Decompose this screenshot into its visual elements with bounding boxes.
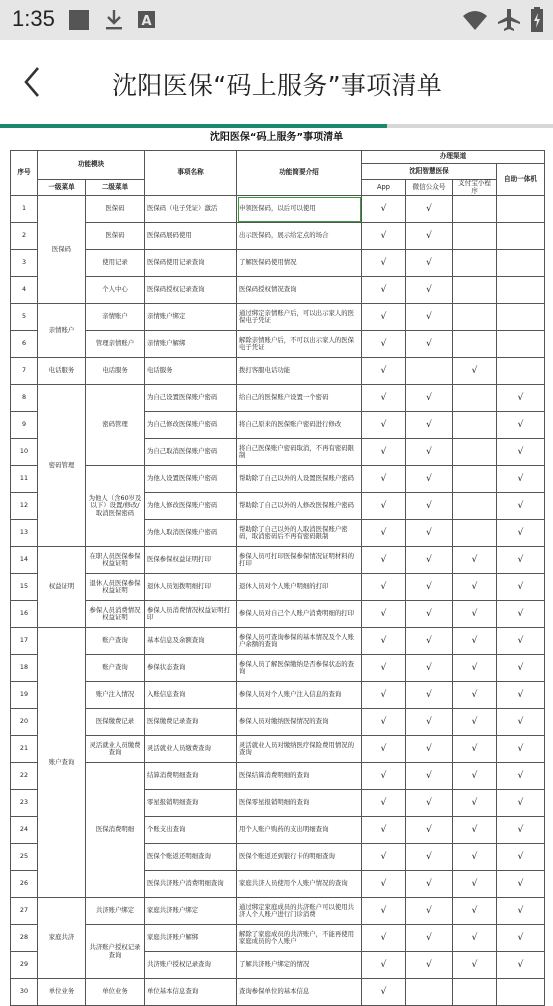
row-number: 30 bbox=[11, 979, 38, 1006]
header-app: App bbox=[362, 180, 406, 196]
level1-menu-cell: 电话服务 bbox=[38, 358, 86, 385]
check-cell-ali: √ bbox=[453, 682, 497, 709]
check-cell-ali: √ bbox=[453, 547, 497, 574]
check-cell-app: √ bbox=[362, 520, 406, 547]
intro-cell: 医保结算消费明细的查询 bbox=[237, 763, 362, 790]
check-cell-app: √ bbox=[362, 466, 406, 493]
check-cell-kiosk: √ bbox=[497, 520, 545, 547]
svg-text:A: A bbox=[141, 14, 152, 29]
intro-cell: 参保人员可查询参保的基本情况及个人账户余额的查询 bbox=[237, 628, 362, 655]
item-name-cell: 医保参保权益证明打印 bbox=[145, 547, 237, 574]
check-cell-ali: √ bbox=[453, 871, 497, 898]
header-level1: 一级菜单 bbox=[38, 180, 86, 196]
check-cell-kiosk: √ bbox=[497, 601, 545, 628]
row-number: 9 bbox=[11, 412, 38, 439]
table-row bbox=[11, 628, 545, 655]
item-name-cell: 医保个账返还明细查询 bbox=[145, 844, 237, 871]
intro-cell: 帮助除了自己以外的人取消医保账户密码，取消密码后不再有密码限制 bbox=[237, 520, 362, 547]
level2-menu-cell: 电话服务 bbox=[86, 358, 145, 385]
level2-menu-cell: 亲情账户 bbox=[86, 304, 145, 331]
level2-menu-cell: 密码管理 bbox=[86, 385, 145, 466]
row-number: 22 bbox=[11, 763, 38, 790]
check-cell-app: √ bbox=[362, 250, 406, 277]
check-cell-ali bbox=[453, 493, 497, 520]
item-name-cell: 零星报销明细查询 bbox=[145, 790, 237, 817]
item-name-cell: 家庭共济账户解绑 bbox=[145, 925, 237, 952]
level2-menu-cell: 医保码 bbox=[86, 223, 145, 250]
item-name-cell: 医保码（电子凭证）激活 bbox=[145, 196, 237, 223]
check-cell-wx: √ bbox=[406, 952, 453, 979]
intro-cell: 帮助除了自己以外的人设置医保账户密码 bbox=[237, 466, 362, 493]
check-cell-kiosk: √ bbox=[497, 682, 545, 709]
item-name-cell: 医保共济账户消费明细查询 bbox=[145, 871, 237, 898]
item-name-cell: 共济账户授权记录查询 bbox=[145, 952, 237, 979]
intro-cell: 参保人员了解医保缴纳是否参保状态的查询 bbox=[237, 655, 362, 682]
check-cell-ali: √ bbox=[453, 817, 497, 844]
check-cell-kiosk: √ bbox=[497, 439, 545, 466]
check-cell-kiosk: √ bbox=[497, 574, 545, 601]
level1-menu-cell: 密码管理 bbox=[38, 385, 86, 547]
row-number: 6 bbox=[11, 331, 38, 358]
intro-cell: 参保人员对自己个人账户消费明细的打印 bbox=[237, 601, 362, 628]
check-cell-wx: √ bbox=[406, 817, 453, 844]
check-cell-kiosk bbox=[497, 223, 545, 250]
level1-menu-cell: 医保码 bbox=[38, 196, 86, 304]
item-name-cell: 个账支出查询 bbox=[145, 817, 237, 844]
check-cell-app: √ bbox=[362, 979, 406, 1006]
item-name-cell: 为他人取消医保账户密码 bbox=[145, 520, 237, 547]
check-cell-app: √ bbox=[362, 844, 406, 871]
row-number: 23 bbox=[11, 790, 38, 817]
item-name-cell: 家庭共济账户绑定 bbox=[145, 898, 237, 925]
intro-cell: 通过绑定家庭成员的共济账户可以使用共济人个人账户进行门诊消费 bbox=[237, 898, 362, 925]
check-cell-app: √ bbox=[362, 790, 406, 817]
check-cell-wx: √ bbox=[406, 871, 453, 898]
row-number: 10 bbox=[11, 439, 38, 466]
intro-cell: 家庭共济人员使用个人账户情况的查询 bbox=[237, 871, 362, 898]
intro-cell: 拨打客服电话功能 bbox=[237, 358, 362, 385]
check-cell-wx: √ bbox=[406, 196, 453, 223]
table-row bbox=[11, 925, 545, 952]
table-row bbox=[11, 601, 545, 628]
item-name-cell: 医保码使用记录查询 bbox=[145, 250, 237, 277]
row-number: 1 bbox=[11, 196, 38, 223]
check-cell-kiosk: √ bbox=[497, 493, 545, 520]
header-module: 功能模块 bbox=[38, 151, 145, 180]
check-cell-app: √ bbox=[362, 412, 406, 439]
intro-cell: 给自己的医保账户设置一个密码 bbox=[237, 385, 362, 412]
check-cell-kiosk: √ bbox=[497, 385, 545, 412]
check-cell-wx bbox=[406, 358, 453, 385]
level2-menu-cell: 医保码 bbox=[86, 196, 145, 223]
check-cell-wx: √ bbox=[406, 709, 453, 736]
check-cell-ali: √ bbox=[453, 655, 497, 682]
check-cell-app: √ bbox=[362, 709, 406, 736]
check-cell-kiosk: √ bbox=[497, 925, 545, 952]
service-list-table bbox=[10, 150, 545, 1006]
row-number: 5 bbox=[11, 304, 38, 331]
check-cell-wx: √ bbox=[406, 763, 453, 790]
row-number: 24 bbox=[11, 817, 38, 844]
intro-cell: 灵活就业人员对缴纳医疗保险费用情况的查询 bbox=[237, 736, 362, 763]
header-kiosk: 自助一体机 bbox=[497, 164, 545, 196]
page-title: 沈阳医保“码上服务”事项清单 bbox=[112, 71, 443, 100]
check-cell-kiosk bbox=[497, 331, 545, 358]
intro-cell: 医保码授权情况查询 bbox=[237, 277, 362, 304]
item-name-cell: 单位基本信息查询 bbox=[145, 979, 237, 1006]
item-name-cell: 入账信息查询 bbox=[145, 682, 237, 709]
table-row bbox=[11, 763, 545, 790]
check-cell-ali: √ bbox=[453, 628, 497, 655]
check-cell-ali: √ bbox=[453, 925, 497, 952]
level2-menu-cell: 账户注入情况 bbox=[86, 682, 145, 709]
intro-cell: 解除亲情账户后，不可以出示家人的医保电子凭证 bbox=[237, 331, 362, 358]
row-number: 13 bbox=[11, 520, 38, 547]
header-seq: 序号 bbox=[11, 151, 38, 196]
level1-menu-cell: 单位业务 bbox=[38, 979, 86, 1006]
item-name-cell: 医保缴费记录查询 bbox=[145, 709, 237, 736]
table-row bbox=[11, 574, 545, 601]
intro-cell: 了解医保码使用情况 bbox=[237, 250, 362, 277]
row-number: 3 bbox=[11, 250, 38, 277]
table-row bbox=[11, 196, 545, 223]
row-number: 26 bbox=[11, 871, 38, 898]
check-cell-ali bbox=[453, 223, 497, 250]
table-row bbox=[11, 250, 545, 277]
check-cell-ali: √ bbox=[453, 574, 497, 601]
intro-cell: 申领医保码，以后可以使用 bbox=[237, 196, 362, 223]
check-cell-wx: √ bbox=[406, 628, 453, 655]
check-cell-ali: √ bbox=[453, 601, 497, 628]
item-name-cell: 亲情账户解绑 bbox=[145, 331, 237, 358]
check-cell-wx: √ bbox=[406, 790, 453, 817]
check-cell-ali bbox=[453, 250, 497, 277]
check-cell-wx: √ bbox=[406, 655, 453, 682]
check-cell-app: √ bbox=[362, 817, 406, 844]
check-cell-kiosk: √ bbox=[497, 547, 545, 574]
level2-menu-cell: 医保消费明细 bbox=[86, 763, 145, 898]
check-cell-ali bbox=[453, 979, 497, 1006]
table-row bbox=[11, 898, 545, 925]
row-number: 7 bbox=[11, 358, 38, 385]
check-cell-app: √ bbox=[362, 304, 406, 331]
item-name-cell: 为自己设置医保账户密码 bbox=[145, 385, 237, 412]
level1-menu-cell: 权益证明 bbox=[38, 547, 86, 628]
check-cell-app: √ bbox=[362, 871, 406, 898]
table-row bbox=[11, 466, 545, 493]
check-cell-wx: √ bbox=[406, 466, 453, 493]
level2-menu-cell: 使用记录 bbox=[86, 250, 145, 277]
header-level2: 二级菜单 bbox=[86, 180, 145, 196]
table-row bbox=[11, 736, 545, 763]
check-cell-app: √ bbox=[362, 196, 406, 223]
check-cell-wx: √ bbox=[406, 277, 453, 304]
check-cell-wx: √ bbox=[406, 736, 453, 763]
battery-charging-icon bbox=[530, 6, 544, 34]
check-cell-wx: √ bbox=[406, 574, 453, 601]
check-cell-app: √ bbox=[362, 574, 406, 601]
wifi-icon bbox=[462, 9, 488, 31]
check-cell-app: √ bbox=[362, 385, 406, 412]
check-cell-app: √ bbox=[362, 223, 406, 250]
table-row bbox=[11, 331, 545, 358]
check-cell-kiosk bbox=[497, 277, 545, 304]
item-name-cell: 为自己取消医保账户密码 bbox=[145, 439, 237, 466]
check-cell-kiosk: √ bbox=[497, 466, 545, 493]
level2-menu-cell: 医保缴费记录 bbox=[86, 709, 145, 736]
level2-menu-cell: 在职人员医保参保权益证明 bbox=[86, 547, 145, 574]
row-number: 15 bbox=[11, 574, 38, 601]
check-cell-ali: √ bbox=[453, 952, 497, 979]
check-cell-kiosk: √ bbox=[497, 898, 545, 925]
level2-menu-cell: 共济账户绑定 bbox=[86, 898, 145, 925]
row-number: 29 bbox=[11, 952, 38, 979]
check-cell-kiosk: √ bbox=[497, 790, 545, 817]
level2-menu-cell: 灵活就业人员缴费查询 bbox=[86, 736, 145, 763]
check-cell-app: √ bbox=[362, 493, 406, 520]
header-channel: 办理渠道 bbox=[362, 151, 545, 164]
intro-cell: 通过绑定亲情账户后，可以出示家人的医保电子凭证 bbox=[237, 304, 362, 331]
intro-cell: 帮助除了自己以外的人修改医保账户密码 bbox=[237, 493, 362, 520]
level1-menu-cell: 亲情账户 bbox=[38, 304, 86, 358]
check-cell-app: √ bbox=[362, 439, 406, 466]
row-number: 12 bbox=[11, 493, 38, 520]
check-cell-wx: √ bbox=[406, 493, 453, 520]
intro-cell: 医保个账返还到银行卡的明细查询 bbox=[237, 844, 362, 871]
intro-cell: 用个人账户购药的支出明细查询 bbox=[237, 817, 362, 844]
item-name-cell: 灵活就业人员缴费查询 bbox=[145, 736, 237, 763]
item-name-cell: 电话服务 bbox=[145, 358, 237, 385]
level1-menu-cell: 账户查询 bbox=[38, 628, 86, 898]
check-cell-app: √ bbox=[362, 763, 406, 790]
check-cell-wx: √ bbox=[406, 520, 453, 547]
check-cell-wx: √ bbox=[406, 844, 453, 871]
check-cell-ali bbox=[453, 196, 497, 223]
row-number: 18 bbox=[11, 655, 38, 682]
check-cell-ali bbox=[453, 439, 497, 466]
check-cell-ali bbox=[453, 385, 497, 412]
table-row bbox=[11, 277, 545, 304]
check-cell-wx bbox=[406, 979, 453, 1006]
check-cell-kiosk: √ bbox=[497, 655, 545, 682]
check-cell-kiosk: √ bbox=[497, 628, 545, 655]
check-cell-kiosk: √ bbox=[497, 844, 545, 871]
intro-cell: 参保人员可打印医保参保情况证明材料的打印 bbox=[237, 547, 362, 574]
level2-menu-cell: 个人中心 bbox=[86, 277, 145, 304]
check-cell-kiosk: √ bbox=[497, 736, 545, 763]
check-cell-app: √ bbox=[362, 277, 406, 304]
status-time: 1:35 bbox=[12, 6, 55, 31]
level2-menu-cell: 管理亲情账户 bbox=[86, 331, 145, 358]
item-name-cell: 结算消费明细查询 bbox=[145, 763, 237, 790]
header-wechat: 微信公众号 bbox=[406, 180, 453, 196]
row-number: 17 bbox=[11, 628, 38, 655]
app-bar bbox=[0, 40, 553, 124]
check-cell-wx: √ bbox=[406, 601, 453, 628]
item-name-cell: 为他人修改医保账户密码 bbox=[145, 493, 237, 520]
intro-cell: 退休人员对个人账户明细的打印 bbox=[237, 574, 362, 601]
check-cell-wx: √ bbox=[406, 439, 453, 466]
item-name-cell: 参保状态查询 bbox=[145, 655, 237, 682]
item-name-cell: 医保码展码使用 bbox=[145, 223, 237, 250]
row-number: 11 bbox=[11, 466, 38, 493]
check-cell-kiosk: √ bbox=[497, 709, 545, 736]
table-row bbox=[11, 709, 545, 736]
check-cell-kiosk bbox=[497, 196, 545, 223]
level2-menu-cell: 为他人（含60岁及以下）设置/修改/取消医保密码 bbox=[86, 466, 145, 547]
check-cell-wx: √ bbox=[406, 331, 453, 358]
intro-cell: 医保零星报销明细的查询 bbox=[237, 790, 362, 817]
table-row bbox=[11, 979, 545, 1006]
item-name-cell: 基本信息及余额查询 bbox=[145, 628, 237, 655]
level2-menu-cell: 账户查询 bbox=[86, 655, 145, 682]
check-cell-app: √ bbox=[362, 925, 406, 952]
document-title: 沈阳医保“码上服务”事项清单 bbox=[209, 132, 344, 143]
check-cell-wx: √ bbox=[406, 385, 453, 412]
table-row bbox=[11, 223, 545, 250]
check-cell-wx: √ bbox=[406, 250, 453, 277]
row-number: 25 bbox=[11, 844, 38, 871]
check-cell-ali bbox=[453, 277, 497, 304]
table-row bbox=[11, 358, 545, 385]
font-app-icon bbox=[137, 10, 157, 30]
row-number: 4 bbox=[11, 277, 38, 304]
item-name-cell: 亲情账户绑定 bbox=[145, 304, 237, 331]
intro-cell: 将自己医保账户密码取消，不再有密码限制 bbox=[237, 439, 362, 466]
row-number: 16 bbox=[11, 601, 38, 628]
header-shenyang-channel: 沈阳智慧医保 bbox=[362, 164, 497, 180]
check-cell-wx: √ bbox=[406, 223, 453, 250]
check-cell-kiosk: √ bbox=[497, 412, 545, 439]
check-cell-wx: √ bbox=[406, 547, 453, 574]
check-cell-ali bbox=[453, 520, 497, 547]
intro-cell: 查询参保单位的基本信息 bbox=[237, 979, 362, 1006]
row-number: 8 bbox=[11, 385, 38, 412]
check-cell-ali: √ bbox=[453, 790, 497, 817]
check-cell-kiosk bbox=[497, 979, 545, 1006]
check-cell-app: √ bbox=[362, 952, 406, 979]
check-cell-wx: √ bbox=[406, 682, 453, 709]
level2-menu-cell: 账户查询 bbox=[86, 628, 145, 655]
table-row bbox=[11, 385, 545, 412]
table-row bbox=[11, 304, 545, 331]
row-number: 14 bbox=[11, 547, 38, 574]
check-cell-kiosk: √ bbox=[497, 763, 545, 790]
intro-cell: 参保人员对个人账户注入信息的查询 bbox=[237, 682, 362, 709]
header-item-name: 事项名称 bbox=[145, 151, 237, 196]
check-cell-ali: √ bbox=[453, 358, 497, 385]
check-cell-app: √ bbox=[362, 655, 406, 682]
download-icon bbox=[103, 8, 125, 32]
check-cell-ali bbox=[453, 304, 497, 331]
table-row bbox=[11, 547, 545, 574]
level2-menu-cell: 共济账户授权记录查询 bbox=[86, 925, 145, 979]
row-number: 19 bbox=[11, 682, 38, 709]
table-row bbox=[11, 682, 545, 709]
table-row bbox=[11, 655, 545, 682]
check-cell-wx: √ bbox=[406, 304, 453, 331]
check-cell-app: √ bbox=[362, 682, 406, 709]
check-cell-kiosk: √ bbox=[497, 952, 545, 979]
level2-menu-cell: 参保人员消费情况权益证明 bbox=[86, 601, 145, 628]
check-cell-app: √ bbox=[362, 736, 406, 763]
intro-cell: 出示医保码，展示给定点的场合 bbox=[237, 223, 362, 250]
row-number: 28 bbox=[11, 925, 38, 952]
intro-cell: 了解共济账户绑定的情况 bbox=[237, 952, 362, 979]
row-number: 2 bbox=[11, 223, 38, 250]
check-cell-wx: √ bbox=[406, 412, 453, 439]
level2-menu-cell: 退休人员医保参保权益证明 bbox=[86, 574, 145, 601]
intro-cell: 将自己原来的医保账户密码进行修改 bbox=[237, 412, 362, 439]
check-cell-ali: √ bbox=[453, 709, 497, 736]
item-name-cell: 参保人员消费情况权益证明打印 bbox=[145, 601, 237, 628]
intro-cell: 参保人员对缴纳医保情况的查询 bbox=[237, 709, 362, 736]
check-cell-app: √ bbox=[362, 628, 406, 655]
check-cell-kiosk bbox=[497, 304, 545, 331]
level1-menu-cell: 家庭共济 bbox=[38, 898, 86, 979]
check-cell-app: √ bbox=[362, 547, 406, 574]
check-cell-ali: √ bbox=[453, 898, 497, 925]
check-cell-ali bbox=[453, 466, 497, 493]
airplane-mode-icon bbox=[497, 7, 521, 33]
item-name-cell: 退休人员划拨明细打印 bbox=[145, 574, 237, 601]
header-alipay: 支付宝小程序 bbox=[453, 180, 497, 196]
level2-menu-cell: 单位业务 bbox=[86, 979, 145, 1006]
check-cell-ali: √ bbox=[453, 844, 497, 871]
check-cell-kiosk: √ bbox=[497, 817, 545, 844]
item-name-cell: 为自己修改医保账户密码 bbox=[145, 412, 237, 439]
item-name-cell: 为他人设置医保账户密码 bbox=[145, 466, 237, 493]
row-number: 20 bbox=[11, 709, 38, 736]
status-bar bbox=[0, 0, 553, 40]
document-viewer[interactable] bbox=[0, 128, 553, 997]
check-cell-kiosk: √ bbox=[497, 871, 545, 898]
check-cell-wx: √ bbox=[406, 925, 453, 952]
check-cell-app: √ bbox=[362, 358, 406, 385]
check-cell-ali bbox=[453, 331, 497, 358]
check-cell-kiosk bbox=[497, 250, 545, 277]
check-cell-ali: √ bbox=[453, 763, 497, 790]
check-cell-app: √ bbox=[362, 601, 406, 628]
item-name-cell: 医保码授权记录查询 bbox=[145, 277, 237, 304]
chevron-left-icon[interactable] bbox=[18, 62, 48, 102]
check-cell-ali bbox=[453, 412, 497, 439]
check-cell-wx: √ bbox=[406, 898, 453, 925]
square-notification-icon bbox=[67, 8, 91, 32]
check-cell-app: √ bbox=[362, 898, 406, 925]
check-cell-ali: √ bbox=[453, 736, 497, 763]
header-intro: 功能简要介绍 bbox=[237, 151, 362, 196]
check-cell-app: √ bbox=[362, 331, 406, 358]
row-number: 27 bbox=[11, 898, 38, 925]
check-cell-kiosk bbox=[497, 358, 545, 385]
intro-cell: 解除了家庭成员的共济账户，不能再使用家庭成员的个人账户 bbox=[237, 925, 362, 952]
row-number: 21 bbox=[11, 736, 38, 763]
